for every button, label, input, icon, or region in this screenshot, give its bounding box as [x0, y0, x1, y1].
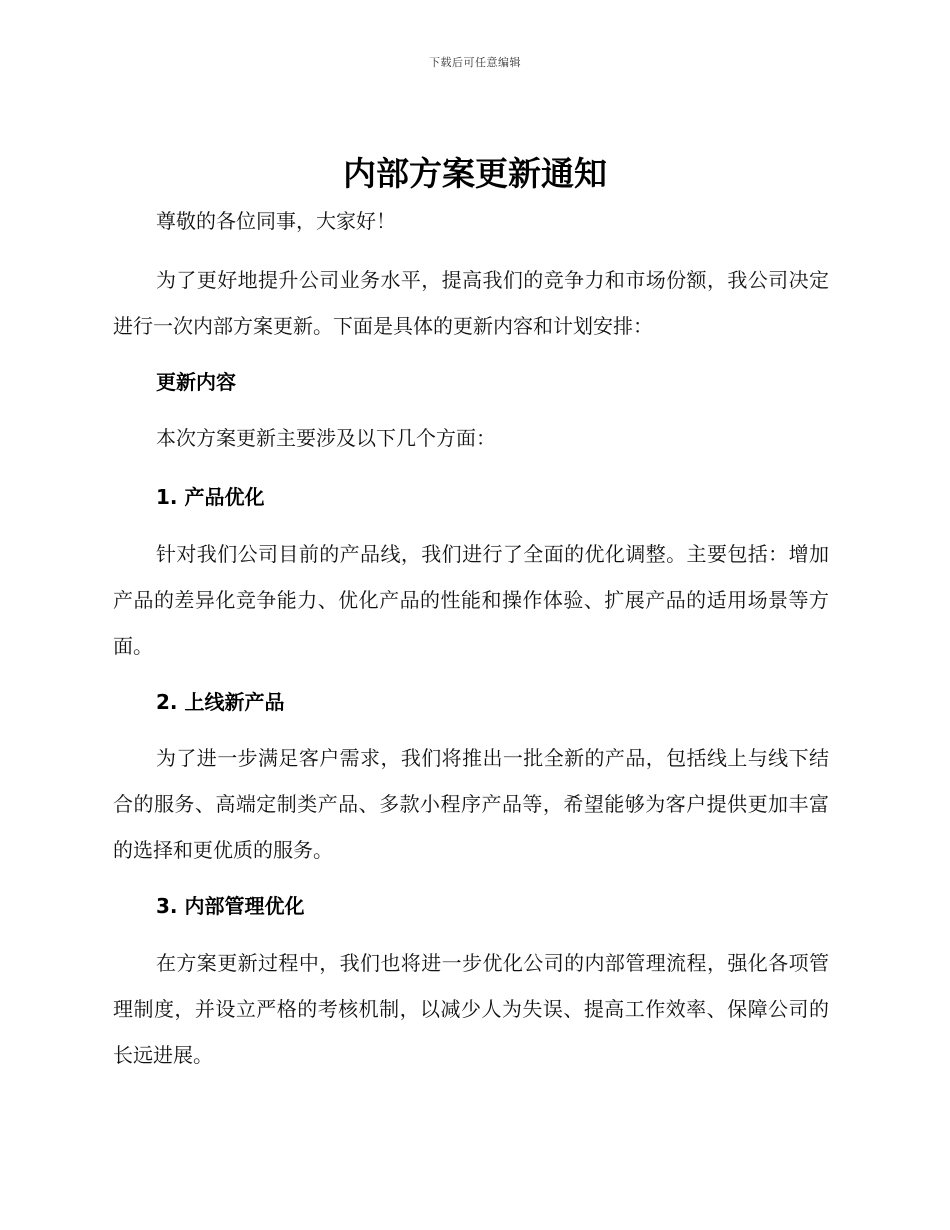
intro-paragraph: 为了更好地提升公司业务水平，提高我们的竞争力和市场份额，我公司决定进行一次内部方案更新。下面是具体的更新内容和计划安排：	[113, 268, 829, 338]
item-paragraph-new-products: 为了进一步满足客户需求，我们将推出一批全新的产品，包括线上与线下结合的服务、高端定制类产品、多款小程序产品等，希望能够为客户提供更加丰富的选择和更优质的服务。	[113, 746, 829, 862]
item-paragraph-product-optimization: 针对我们公司目前的产品线，我们进行了全面的优化调整。主要包括：增加产品的差异化竞争能力、优化产品的性能和操作体验、扩展产品的适用场景等方面。	[113, 542, 829, 658]
header-note: 下载后可任意编辑	[429, 56, 521, 69]
section-intro-paragraph: 本次方案更新主要涉及以下几个方面：	[156, 426, 496, 450]
item-paragraph-internal-management: 在方案更新过程中，我们也将进一步优化公司的内部管理流程，强化各项管理制度，并设立严格的考核机制，以减少人为失误、提高工作效率、保障公司的长远进展。	[113, 951, 829, 1067]
item-heading-internal-management: 3. 内部管理优化	[156, 894, 305, 918]
item-heading-product-optimization: 1. 产品优化	[156, 485, 265, 509]
greeting-paragraph: 尊敬的各位同事，大家好！	[156, 209, 396, 233]
item-heading-new-products: 2. 上线新产品	[156, 690, 285, 714]
document-title: 内部方案更新通知	[343, 154, 607, 193]
section-heading-update-content: 更新内容	[156, 370, 236, 394]
